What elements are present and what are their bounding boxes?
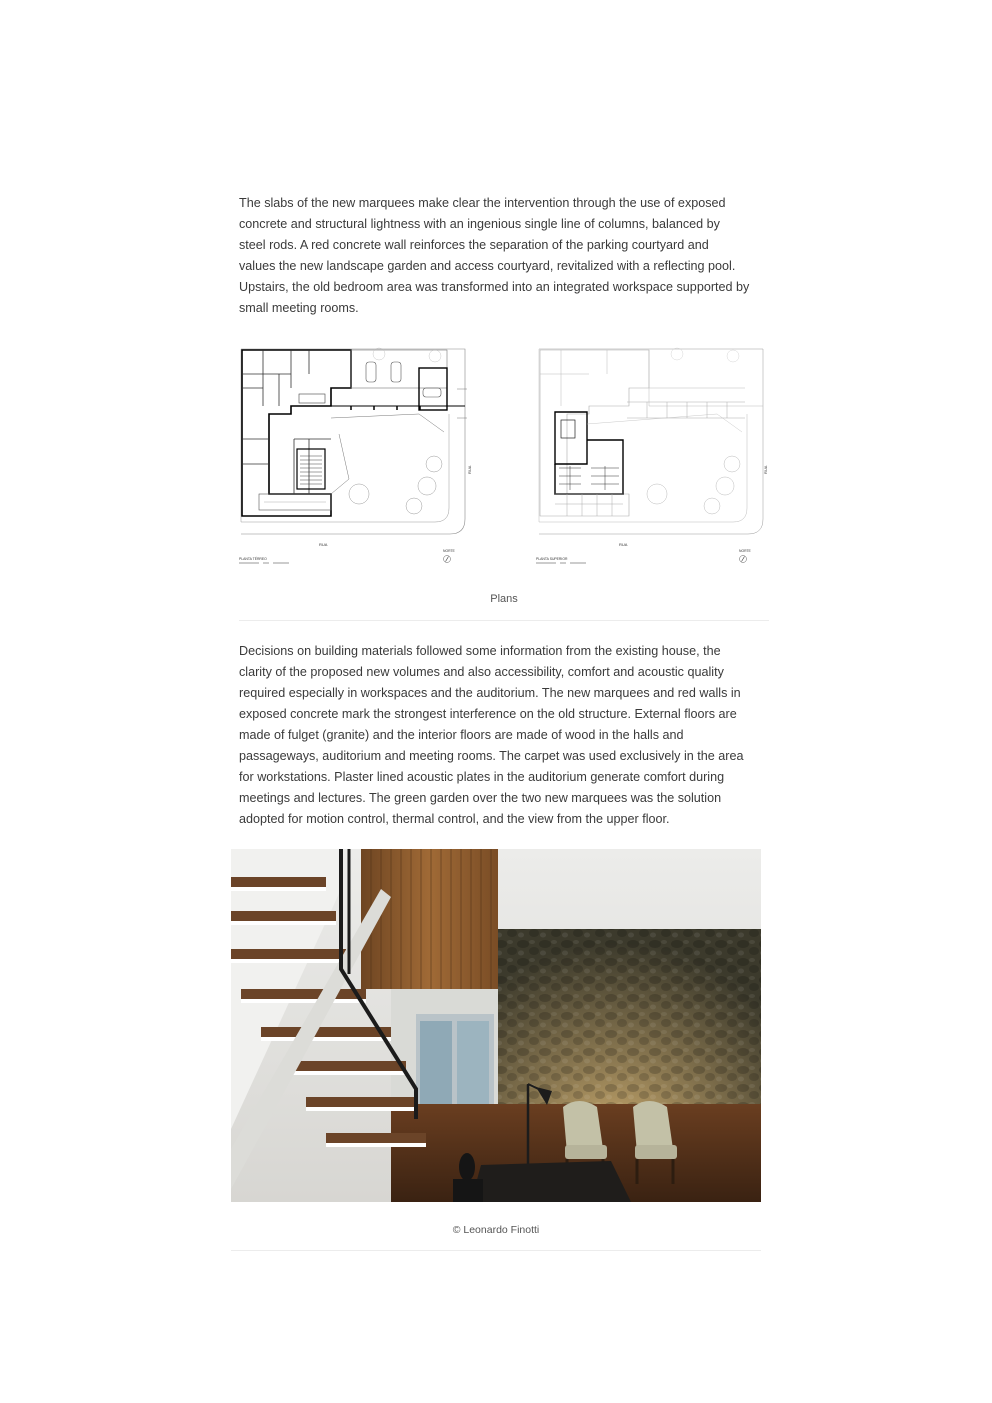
upper-floor-title: PLANTA SUPERIOR [536,557,568,561]
ground-floor-title: PLANTA TÉRREO [239,557,267,561]
paragraph-line: passageways, auditorium and meeting rooms. The carpet was used exclusively in the area [239,749,744,763]
paragraph-line: Decisions on building materials followed some information from the existing house, the [239,644,721,658]
interior-photo[interactable] [231,849,761,1202]
upper-north-arrow-icon [740,556,747,563]
ground-side-street-label: RUA [467,465,472,474]
paragraph-line: Upstairs, the old bedroom area was transformed into an integrated workspace supported by [239,280,750,294]
upper-floor-plan [539,348,763,534]
ground-north-arrow-icon [444,556,451,563]
paragraph-line: for workstations. Plaster lined acoustic plates in the auditorium generate comfort during [239,770,725,784]
paragraph-line: made of fulget (granite) and the interior floors are made of wood in the halls and [239,728,684,742]
paragraph-line: adopted for motion control, thermal control, and the view from the upper floor. [239,812,670,826]
upper-north-label: NORTE [739,549,751,553]
upper-street-label: RUA [619,542,628,547]
divider [231,1250,761,1251]
interior-photo-illustration [231,849,761,1202]
paragraph-line: concrete and structural lightness with an ingenious single line of columns, balanced by [239,217,720,231]
paragraph-line: steel rods. A red concrete wall reinforces the separation of the parking courtyard and [239,238,709,252]
paragraph-line: The slabs of the new marquees make clear the intervention through the use of exposed [239,196,726,210]
body-paragraph-2 [239,641,771,830]
ground-street-label: RUA [319,542,328,547]
plans-image[interactable] [239,344,769,574]
paragraph-line: values the new landscape garden and access courtyard, revitalized with a reflecting pool. [239,259,736,273]
ground-floor-plan [241,348,467,534]
upper-side-street-label: RUA [763,465,768,474]
divider [239,620,769,621]
paragraph-line: meetings and lectures. The green garden over the two new marquees was the solution [239,791,722,805]
paragraph-line: clarity of the proposed new volumes and also accessibility, comfort and acoustic quality [239,665,724,679]
plans-caption: Plans [490,593,518,605]
body-paragraph-1 [239,193,771,319]
ground-north-label: NORTE [443,549,455,553]
paragraph-line: required especially in workspaces and the auditorium. The new marquees and red walls in [239,686,741,700]
paragraph-line: exposed concrete mark the strongest interference on the old structure. External floors are [239,707,737,721]
floor-plans-drawing [239,344,769,574]
photo-caption: © Leonardo Finotti [452,1224,540,1236]
paragraph-line: small meeting rooms. [239,301,359,315]
